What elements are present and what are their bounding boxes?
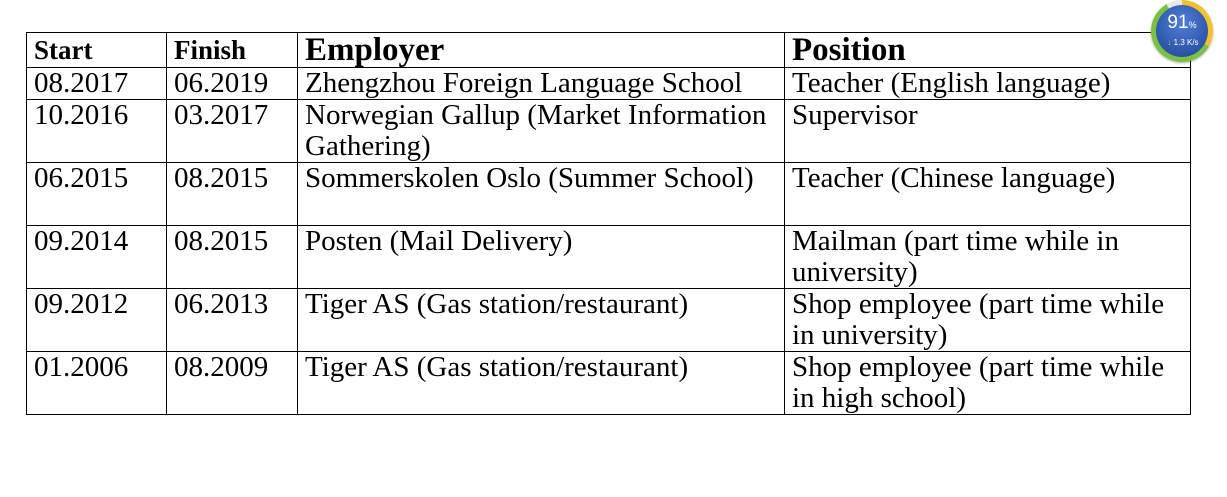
cell-employer: Tiger AS (Gas station/restaurant)	[298, 289, 785, 352]
cell-position: Supervisor	[785, 100, 1191, 163]
cell-finish: 06.2013	[167, 289, 298, 352]
table-row	[27, 100, 1191, 163]
usage-gauge	[1156, 5, 1208, 57]
header-employer: Employer	[298, 33, 785, 68]
cell-position: Mailman (part time while in university)	[785, 226, 1191, 289]
cell-start: 08.2017	[27, 68, 167, 100]
usage-percent-value: 91	[1167, 12, 1189, 33]
download-speed-value: 1.3 K/s	[1173, 38, 1199, 47]
cell-position: Shop employee (part time while in high school)	[785, 352, 1191, 415]
cell-employer: Zhengzhou Foreign Language School	[298, 68, 785, 100]
network-speed-widget[interactable]	[1151, 0, 1217, 62]
cell-finish: 03.2017	[167, 100, 298, 163]
download-arrow-icon: ↓	[1167, 38, 1172, 47]
table-row	[27, 289, 1191, 352]
usage-percent-sign: %	[1188, 20, 1197, 30]
cell-start: 01.2006	[27, 352, 167, 415]
header-position: Position	[785, 33, 1191, 68]
cell-finish: 08.2009	[167, 352, 298, 415]
download-speed	[1158, 38, 1208, 47]
table-row	[27, 163, 1191, 226]
cell-finish: 08.2015	[167, 163, 298, 226]
usage-percent	[1156, 13, 1208, 35]
cell-finish: 08.2015	[167, 226, 298, 289]
cell-position: Teacher (Chinese language)	[785, 163, 1191, 226]
cell-employer: Posten (Mail Delivery)	[298, 226, 785, 289]
cell-employer: Sommerskolen Oslo (Summer School)	[298, 163, 785, 226]
header-start: Start	[27, 33, 167, 68]
cell-start: 09.2012	[27, 289, 167, 352]
header-finish: Finish	[167, 33, 298, 68]
cell-employer: Norwegian Gallup (Market Information Gathering)	[298, 100, 785, 163]
cell-position: Shop employee (part time while in university)	[785, 289, 1191, 352]
table-row	[27, 226, 1191, 289]
table-header-row	[27, 33, 1191, 68]
cell-start: 09.2014	[27, 226, 167, 289]
table-row	[27, 352, 1191, 415]
cell-position: Teacher (English language)	[785, 68, 1191, 100]
employment-table	[26, 32, 1191, 415]
table-row	[27, 68, 1191, 100]
cell-employer: Tiger AS (Gas station/restaurant)	[298, 352, 785, 415]
cell-start: 06.2015	[27, 163, 167, 226]
cell-finish: 06.2019	[167, 68, 298, 100]
cell-start: 10.2016	[27, 100, 167, 163]
